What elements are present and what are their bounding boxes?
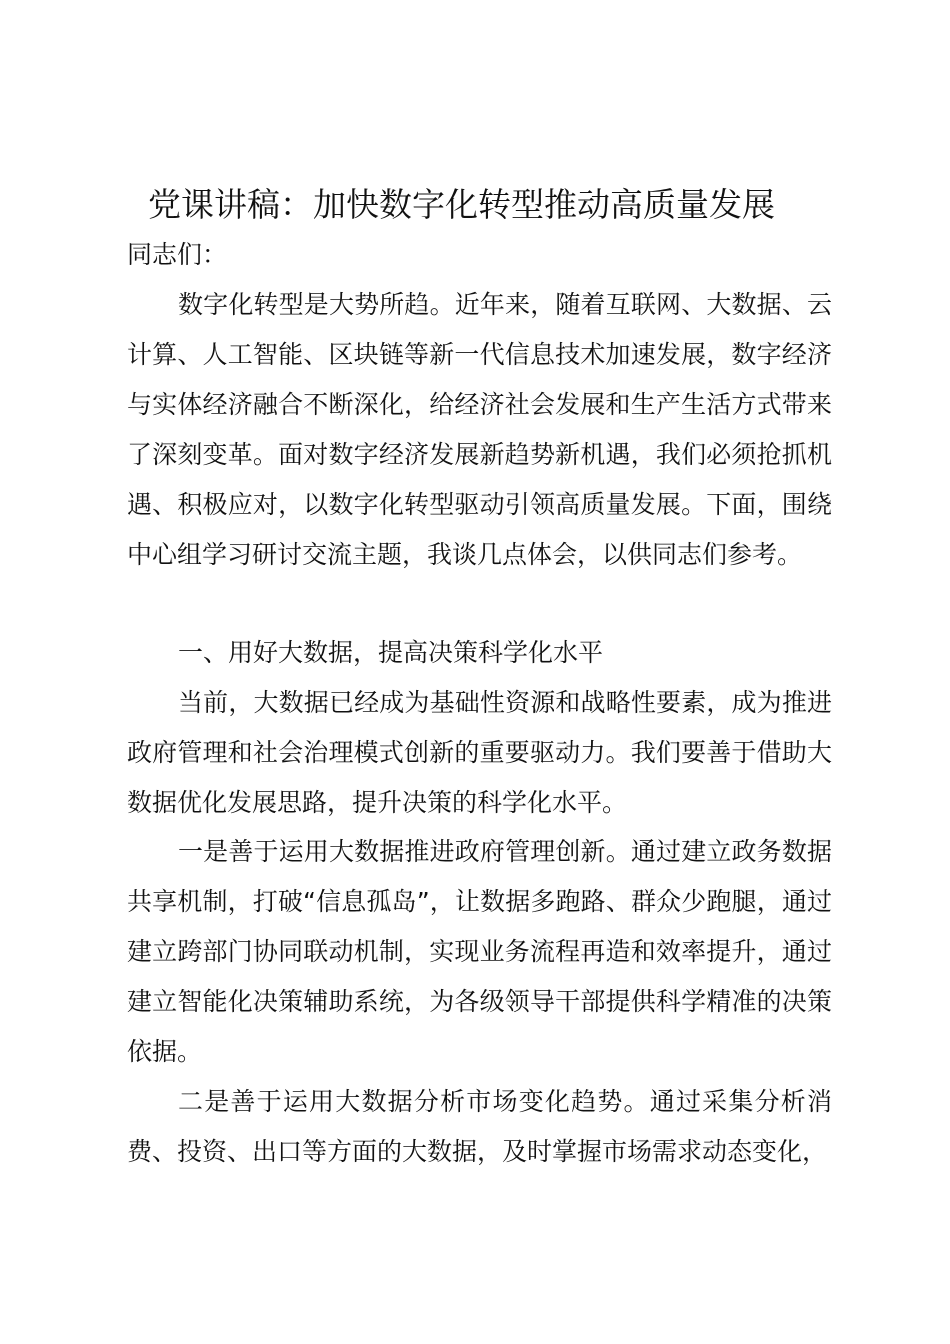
section-paragraph: 二是善于运用大数据分析市场变化趋势。通过采集分析消费、投资、出口等方面的大数据，及时掌握市场需求动态变化， [127,1087,832,1166]
section-paragraph: 一是善于运用大数据推进政府管理创新。通过建立政务数据共享机制，打破“信息孤岛”，让数据多跑路、群众少跑腿，通过建立跨部门协同联动机制，实现业务流程再造和效率提升，通过建立智能化决策辅助系统，为各级领导干部提供科学精准的决策依据。 [127,837,832,1066]
intro-paragraph: 数字化转型是大势所趋。近年来，随着互联网、大数据、云计算、人工智能、区块链等新一代信息技术加速发展，数字经济与实体经济融合不断深化，给经济社会发展和生产生活方式带来了深刻变革。面对数字经济发展新趋势新机遇，我们必须抢抓机遇、积极应对，以数字化转型驱动引领高质量发展。下面，围绕中心组学习研讨交流主题，我谈几点体会，以供同志们参考。 [127,290,832,569]
section-paragraph: 当前，大数据已经成为基础性资源和战略性要素，成为推进政府管理和社会治理模式创新的重要驱动力。我们要善于借助大数据优化发展思路，提升决策的科学化水平。 [127,688,832,817]
salutation: 同志们： [127,240,228,269]
section-heading: 一、用好大数据，提高决策科学化水平 [178,638,604,667]
document-title: 党课讲稿：加快数字化转型推动高质量发展 [148,185,775,224]
